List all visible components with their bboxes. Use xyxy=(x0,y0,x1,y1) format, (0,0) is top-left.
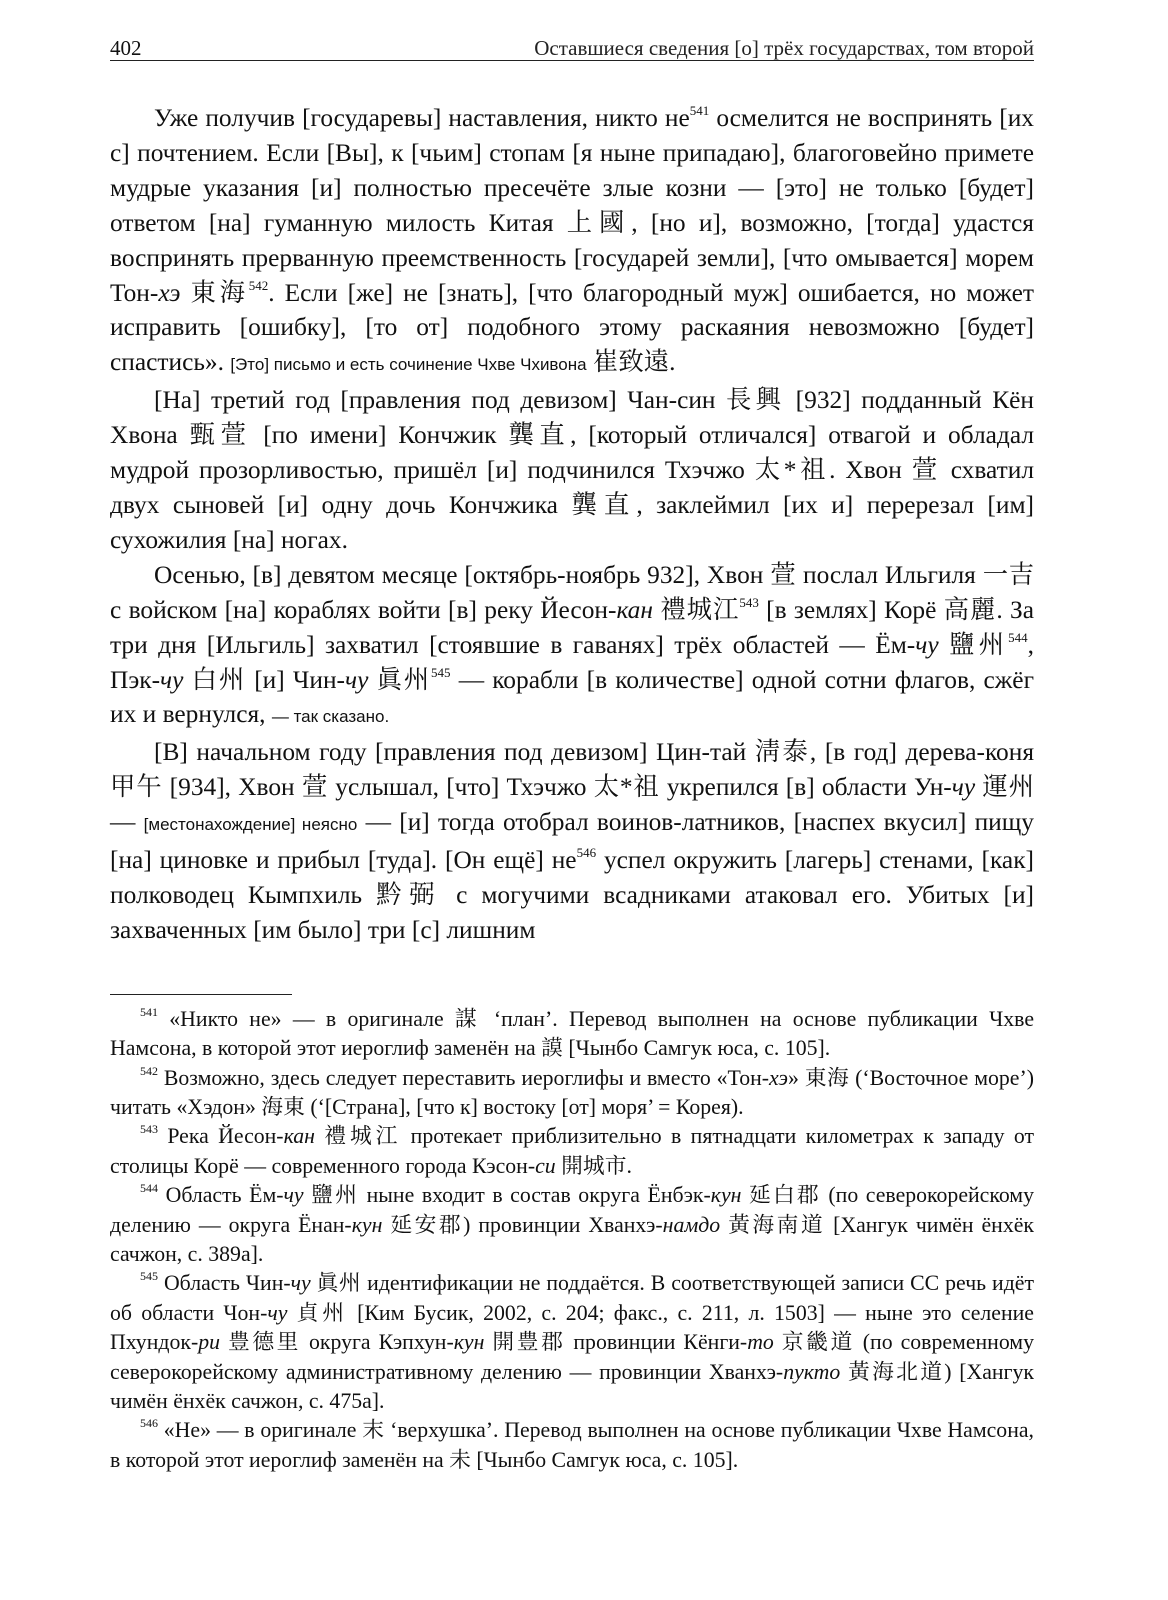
book-page xyxy=(110,28,1034,1475)
footnote: $^{545}$ Область Чин-чу 眞州 идентификации не поддаётся. В соответствующей записи СС речь идёт об области Чон-чу 貞州 [Ким Бусик, 2002, с. 204; факс., с. 211, л. 1503] — ныне это селение Пхундок-ри 豊德里 округа Кэпхун-кун 開豊郡 провинции Кёнги-то 京畿道 (по современному северокорейскому административному делению — провинции Хванхэ-пукто 黃海北道) [Хангук чимён ёнхёк сачжон, с. 475а]. xyxy=(110,1269,1034,1414)
footnote: $^{543}$ Река Йесон-кан 禮城江 протекает приблизительно в пятнадцати километрах к западу от столицы Корё — современного города Кэсон-си 開城市. xyxy=(110,1122,1035,1178)
paragraph: [В] начальном году [правления под девизом] Цин-тай 淸泰, [в год] дерева-коня 甲午 [934], Хвон 萱 услышал, [что] Тхэчжо 太*祖 укрепился [в] области Ун-чу 運州 — [местонахождение] неясно — [и] тогда отобрал воинов-латников, [наспех вкусил] пищу [на] циновке и прибыл [туда]. [Он ещё] $не^{546}$ успел окружить [лагерь] стенами, [как] полководец Кымпхиль 黔弼 с могучими всадниками атаковал его. Убитых [и] захваченных [им было] три [с] лишним xyxy=(110,738,1034,944)
running-header xyxy=(110,28,1034,61)
footnotes xyxy=(110,1005,1034,1476)
footnote-divider xyxy=(110,994,292,995)
page-number: 402 xyxy=(110,36,142,60)
footnote: $^{542}$ Возможно, здесь следует переставить иероглифы и вместо «Тон-хэ» 東海 (‘Восточное море’) читать «Хэдон» 海東 (‘[Страна], [что к] востоку [от] моря’ = Корея). xyxy=(110,1063,1034,1119)
paragraph: [На] третий год [правления под девизом] Чан-син 長興 [932] подданный Кён Хвона 甄萱 [по имени] Кончжик 龔直, [который отличался] отвагой и обладал мудрой прозорливостью, пришёл [и] подчинился Тхэчжо 太*祖. Хвон 萱 схватил двух сыновей [и] одну дочь Кончжика 龔直, заклеймил [их и] перерезал [им] сухожилия [на] ногах. xyxy=(110,386,1034,554)
footnote: $^{541}$ «Никто не» — в оригинале 謀 ‘план’. Перевод выполнен на основе публикации Чхве Намсона, в которой этот иероглиф заменён на 謨 [Чынбо Самгук юса, с. 105]. xyxy=(110,1004,1034,1061)
main-text xyxy=(110,101,1034,948)
footnote: $^{544}$ Область Ём-чу 鹽州 ныне входит в состав округа Ёнбэк-кун 延白郡 (по северокорейскому делению — округа Ёнан-кун 延安郡) провинции Хванхэ-намдо 黃海南道 [Хангук чимён ёнхёк сачжон, с. 389а]. xyxy=(110,1181,1035,1266)
paragraph: Уже получив [государевы] наставления, никто $не^{541}$ осмелится не воспринять [их с] почтением. Если [Вы], к [чьим] стопам [я ныне припадаю], благоговейно примете мудрые указания [и] полностью пресечёте злые козни — [это] не только [будет] ответом [на] гуманную милость Китая 上國, [но и], возможно, [тогда] удастся воспринять прерванную преемственность [государей земли], [что омывается] морем Тон-хэ 東海$^{542}$. Если [же] не [знать], [что благородный муж] ошибается, но может исправить [ошибку], [то от] подобного этому раскаяния невозможно [будет] спастись». [Это] письмо и есть сочинение Чхве Чхивона 崔致遠. xyxy=(110,102,1035,377)
paragraph: Осенью, [в] девятом месяце [октябрь-ноябрь 932], Хвон 萱 послал Ильгиля 一吉 с войском [на] кораблях войти [в] реку Йесон-кан 禮城江$^{543}$ [в землях] Корё 高麗. За три дня [Ильгиль] захватил [стоявшие в гаванях] трёх областей — Ём-чу 鹽州$^{544}$, Пэк-чу 白州 [и] Чин-чу 眞州$^{545}$ — корабли [в количестве] одной сотни флагов, сжёг их и вернулся, — так сказано. xyxy=(110,560,1034,729)
running-title: Оставшиеся сведения [о] трёх государствах, том второй xyxy=(534,36,1034,60)
footnote: $^{546}$ «Не» — в оригинале 末 ‘верхушка’. Перевод выполнен на основе публикации Чхве Намсона, в которой этот иероглиф заменён на 未 [Чынбо Самгук юса, с. 105]. xyxy=(110,1416,1034,1472)
